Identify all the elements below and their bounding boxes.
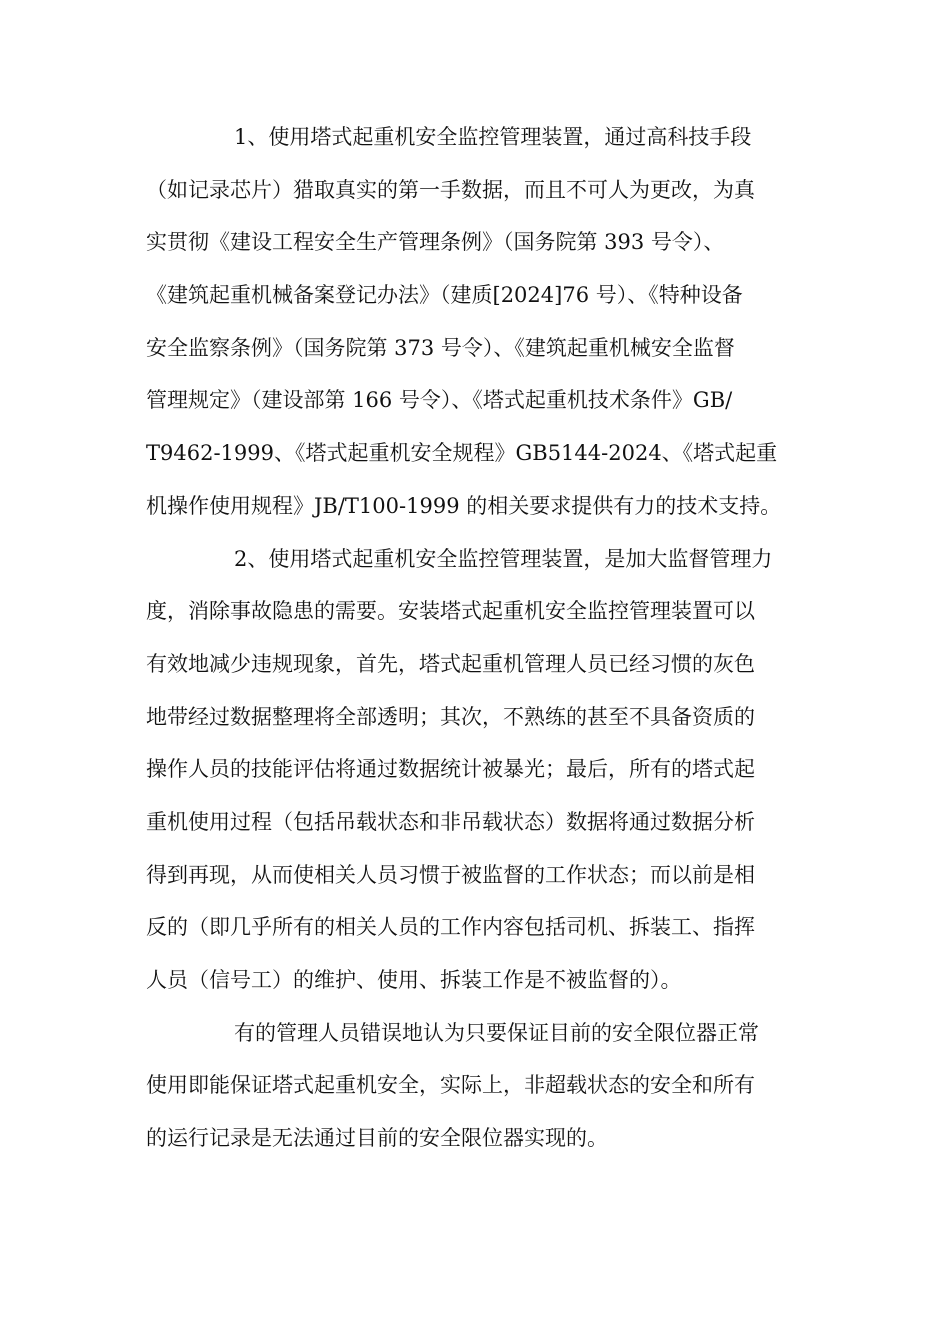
text-line: 使用即能保证塔式起重机安全，实际上，非超载状态的安全和所有 bbox=[146, 1073, 755, 1098]
paragraph-1 bbox=[146, 111, 804, 533]
text-line: 安全监察条例》（国务院第 373 号令）、《建筑起重机械安全监督 bbox=[146, 335, 735, 360]
text-line: 反的（即几乎所有的相关人员的工作内容包括司机、拆装工、指挥 bbox=[146, 915, 755, 940]
text-line: 有效地减少违规现象，首先，塔式起重机管理人员已经习惯的灰色 bbox=[146, 651, 755, 676]
text-line: 得到再现，从而使相关人员习惯于被监督的工作状态；而以前是相 bbox=[146, 862, 755, 887]
text-line: 操作人员的技能评估将通过数据统计被暴光；最后，所有的塔式起 bbox=[146, 757, 755, 782]
paragraph-2 bbox=[146, 533, 804, 1007]
text-line: 2、使用塔式起重机安全监控管理装置，是加大监督管理力 bbox=[234, 546, 773, 571]
text-line: （如记录芯片）猎取真实的第一手数据，而且不可人为更改，为真 bbox=[146, 177, 755, 202]
text-line: 地带经过数据整理将全部透明；其次，不熟练的甚至不具备资质的 bbox=[146, 704, 755, 729]
text-line: 人员（信号工）的维护、使用、拆装工作是不被监督的）。 bbox=[146, 968, 682, 992]
text-line: 度，消除事故隐患的需要。安装塔式起重机安全监控管理装置可以 bbox=[146, 599, 755, 624]
text-line: 重机使用过程（包括吊载状态和非吊载状态）数据将通过数据分析 bbox=[146, 809, 755, 834]
text-line: 实贯彻《建设工程安全生产管理条例》（国务院第 393 号令）、 bbox=[146, 230, 725, 255]
paragraph-3 bbox=[146, 1007, 804, 1165]
text-line: 机操作使用规程》JB/T100-1999 的相关要求提供有力的技术支持。 bbox=[146, 493, 782, 518]
text-line: 《建筑起重机械备案登记办法》（建质[2024]76 号）、《特种设备 bbox=[146, 283, 743, 308]
text-line: 的运行记录是无法通过目前的安全限位器实现的。 bbox=[146, 1126, 608, 1151]
document-body bbox=[146, 111, 804, 1165]
text-line: T9462-1999、《塔式起重机安全规程》GB5144-2024、《塔式起重 bbox=[146, 441, 778, 466]
text-line: 1、使用塔式起重机安全监控管理装置，通过高科技手段 bbox=[234, 125, 752, 149]
text-line: 有的管理人员错误地认为只要保证目前的安全限位器正常 bbox=[234, 1020, 759, 1045]
text-line: 管理规定》（建设部第 166 号令）、《塔式起重机技术条件》GB/ bbox=[146, 388, 733, 413]
